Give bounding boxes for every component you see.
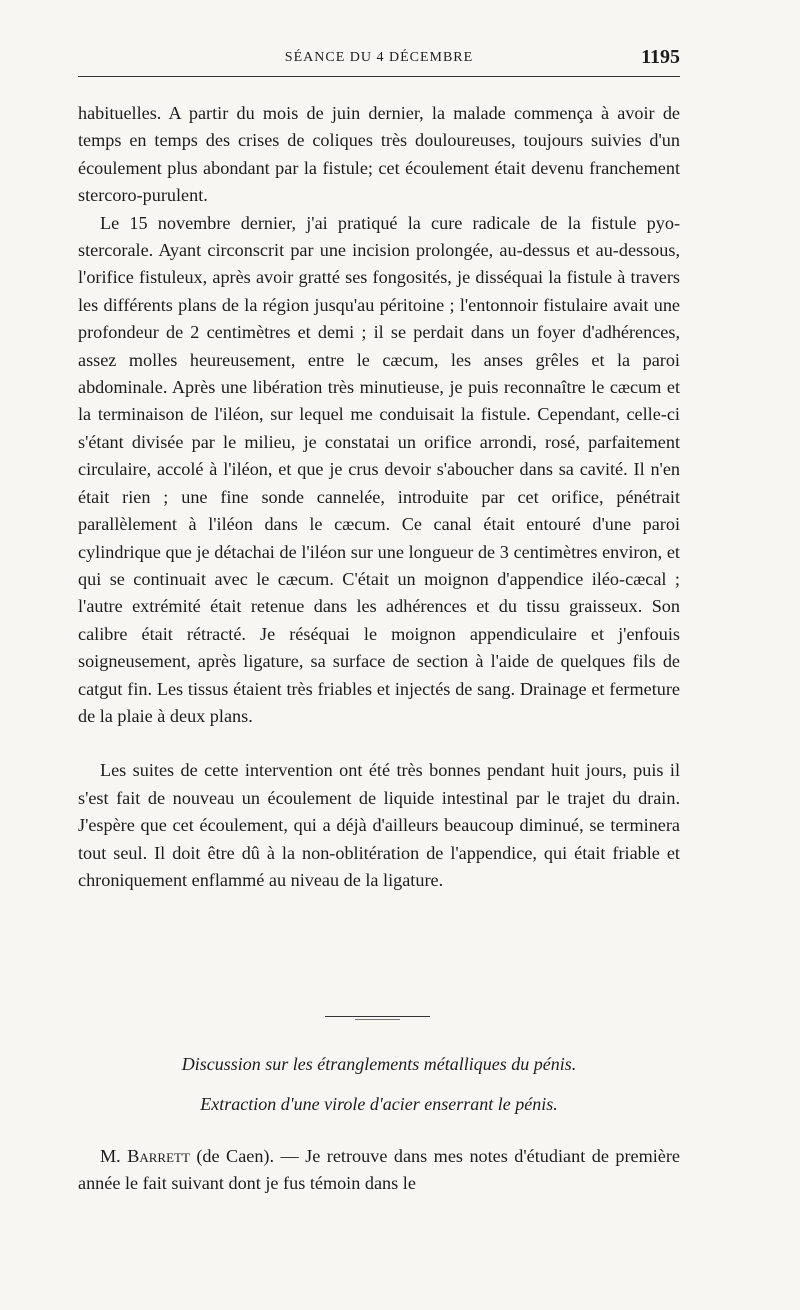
final-paragraph [78, 1143, 680, 1198]
paragraph-1: habituelles. A partir du mois de juin dernier, la malade commença à avoir de temps en temps des crises de coliques très douloureuses, toujours suivies d'un écoulement plus abondant par la fistule; cet écoulement était devenu franchement stercoro-purulent. [78, 103, 680, 206]
running-title: SÉANCE DU 4 DÉCEMBRE [284, 50, 474, 65]
discussion-heading: Discussion sur les étranglements métalliques du pénis. [181, 1054, 577, 1074]
discussion-subheading: Extraction d'une virole d'acier enserrant le pénis. [200, 1094, 558, 1114]
paragraph-3: Les suites de cette intervention ont été très bonnes pendant huit jours, puis il s'est fait de nouveau un écoulement de liquide intestinal par le trajet du drain. J'espère que cet écoulement, qui a déjà d'ailleurs beaucoup diminué, se terminera tout seul. Il doit être dû à la non-oblitération de l'appendice, qui était friable et chroniquement enflammé au niveau de la ligature. [78, 760, 680, 890]
section-separator-inner [355, 1019, 400, 1020]
speaker-name: Barrett [127, 1146, 190, 1166]
running-header [78, 46, 680, 77]
speaker-prefix: M. [100, 1146, 121, 1166]
page-number: 1195 [641, 46, 680, 68]
body-text [78, 100, 680, 894]
section-separator [325, 1016, 430, 1017]
paragraph-2: Le 15 novembre dernier, j'ai pratiqué la cure radicale de la fistule pyo-stercorale. Ayant circonscrit par une incision prolongée, au-dessus et au-dessous, l'orifice fistuleux, après avoir gratté ses fongosités, je disséquai la fistule à travers les différents plans de la région jusqu'au péritoine ; l'entonnoir fistulaire avait une profondeur de 2 centimètres et demi ; il se perdait dans un foyer d'adhérences, assez molles heureusement, entre le cæcum, les anses grêles et la paroi abdominale. Après une libération très minutieuse, je puis reconnaître le cæcum et la terminaison de l'iléon, sur lequel me conduisait la fistule. Cependant, celle-ci s'étant divisée par le milieu, je constatai un orifice arrondi, rosé, parfaitement circulaire, accolé à l'iléon, et que je crus devoir s'aboucher dans sa cavité. Il n'en était rien ; une fine sonde cannelée, introduite par cet orifice, pénétrait parallèlement à l'iléon dans le cæcum. Ce canal était entouré d'une paroi cylindrique que je détachai de l'iléon sur une longueur de 3 centimètres environ, et qui se continuait avec le cæcum. C'était un moignon d'appendice iléo-cæcal ; l'autre extrémité était retenue dans les adhérences et du tissu graisseux. Son calibre était rétracté. Je réséquai le moignon appendiculaire et j'enfouis soigneusement, après ligature, sa surface de section à l'aide de quelques fils de catgut fin. Les tissus étaient très friables et injectés de sang. Drainage et fermeture de la plaie à deux plans. [78, 212, 680, 726]
final-paragraph-text: (de Caen). — Je retrouve dans mes notes d'étudiant de première année le fait suivant dont je fus témoin dans le [78, 1146, 681, 1194]
